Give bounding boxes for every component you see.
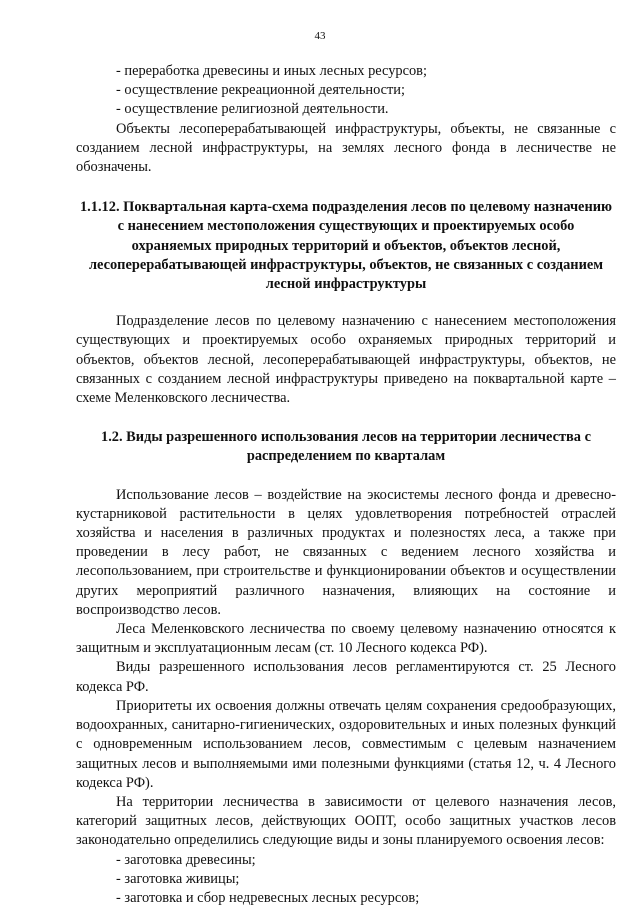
list-item: - осуществление религиозной деятельности. bbox=[116, 101, 389, 118]
paragraph-priorities: Приоритеты их освоения должны отвечать целям сохранения средообразующих, водоохранных, санитарно-гигиенических, оздоровительных и иных полезных функций с одновременным использованием лесов, совместимым с целевым назначением защитных лесов и выполняемыми ими полезными функциями (статья 12, ч. 4 Лесного кодекса РФ). bbox=[76, 697, 616, 791]
section-heading-1-2: 1.2. Виды разрешенного использования лесов на территории лесничества с распределением по кварталам bbox=[101, 429, 591, 465]
list-item: - заготовка и сбор недревесных лесных ресурсов; bbox=[116, 889, 420, 906]
list-item: - заготовка древесины; bbox=[116, 851, 256, 868]
section-heading-1-1-12: 1.1.12. Поквартальная карта-схема подразделения лесов по целевому назначению с нанесением местоположения существующих и проектируемых особо охраняемых природных территорий и объектов, объектов лесной, лесоперерабатывающей инфраструктуры, объектов, не связанных с созданием лесной инфраструктуры bbox=[79, 199, 613, 293]
paragraph-subdivision: Подразделение лесов по целевому назначению с нанесением местоположения существующих и проектируемых особо охраняемых природных территорий и объектов, объектов лесной, лесоперерабатывающей инфраструктуры, объектов, не связанных с созданием лесной инфраструктуры приведено на поквартальной карте – схеме Меленковского лесничества. bbox=[76, 313, 616, 407]
page-number: 43 bbox=[314, 30, 326, 42]
list-item: - переработка древесины и иных лесных ресурсов; bbox=[116, 63, 427, 79]
paragraph-forests: Леса Меленковского лесничества по своему целевому назначению относятся к защитным и эксплуатационным лесам (ст. 10 Лесного кодекса РФ). bbox=[76, 621, 616, 657]
paragraph-territory: На территории лесничества в зависимости от целевого назначения лесов, категорий защитных лесов, действующих ООПТ, особо защитных участков лесов законодательно определились следующие виды и зоны планируемого освоения лесов: bbox=[76, 793, 616, 849]
paragraph-usage: Использование лесов – воздействие на экосистемы лесного фонда и древесно-кустарниковой растительности в целях удовлетворения потребностей отраслей хозяйства и населения в различных продуктах и полезностях леса, а также при проведении в лесу работ, не связанных с ведением лесного хозяйства и лесопользованием, при строительстве и функционировании объектов и осуществлении других мероприятий различного назначения, влияющих на состояние и воспроизводство лесов. bbox=[76, 486, 616, 618]
list-item: - осуществление рекреационной деятельности; bbox=[116, 82, 405, 99]
paragraph-objects: Объекты лесоперерабатывающей инфраструктуры, объекты, не связанные с созданием лесной инфраструктуры, на землях лесного фонда в лесничестве не обозначены. bbox=[76, 120, 616, 176]
list-item: - заготовка живицы; bbox=[116, 870, 240, 887]
top-bullet-list bbox=[76, 62, 616, 120]
bottom-bullet-list bbox=[76, 851, 616, 908]
paragraph-types: Виды разрешенного использования лесов регламентируются ст. 25 Лесного кодекса РФ. bbox=[76, 659, 616, 695]
document-body bbox=[76, 62, 616, 908]
